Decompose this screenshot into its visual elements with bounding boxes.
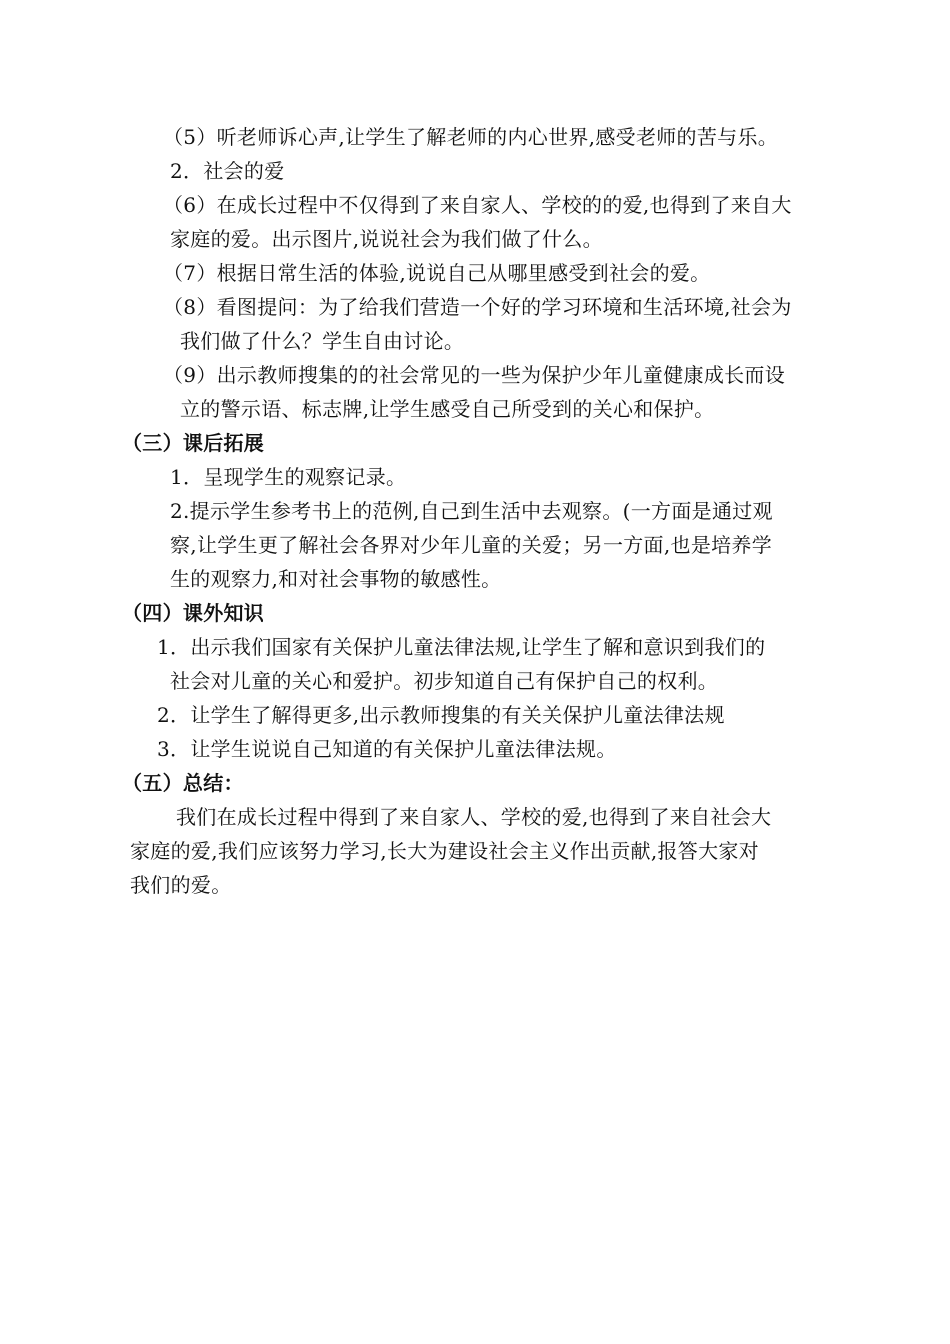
item-6-line-2: 家庭的爱。出示图片,说说社会为我们做了什么。 xyxy=(170,227,603,251)
section-3-item-1: 1．呈现学生的观察记录。 xyxy=(170,465,407,489)
section-4-item-1-line-1: 1．出示我们国家有关保护儿童法律法规,让学生了解和意识到我们的 xyxy=(157,635,766,659)
item-7: （7）根据日常生活的体验,说说自己从哪里感受到社会的爱。 xyxy=(163,261,711,285)
section-4-item-1-line-2: 社会对儿童的关心和爱护。初步知道自己有保护自己的权利。 xyxy=(170,669,719,693)
section-3-item-2-line-2: 察,让学生更了解社会各界对少年儿童的关爱；另一方面,也是培养学 xyxy=(170,533,773,557)
item-8-line-1: （8）看图提问：为了给我们营造一个好的学习环境和生活环境,社会为 xyxy=(163,295,792,319)
section-4-item-2: 2．让学生了解得更多,出示教师搜集的有关关保护儿童法律法规 xyxy=(157,703,725,727)
item-5: （5）听老师诉心声,让学生了解老师的内心世界,感受老师的苦与乐。 xyxy=(163,125,779,149)
item-8-line-2: 我们做了什么？学生自由讨论。 xyxy=(180,329,465,353)
section-heading-3: （三）课后拓展 xyxy=(122,431,265,455)
summary-line-1: 我们在成长过程中得到了来自家人、学校的爱,也得到了来自社会大 xyxy=(176,805,772,829)
section-3-item-2-line-3: 生的观察力,和对社会事物的敏感性。 xyxy=(170,567,502,591)
section-heading-5: （五）总结： xyxy=(122,771,244,795)
item-6-line-1: （6）在成长过程中不仅得到了来自家人、学校的的爱,也得到了来自大 xyxy=(163,193,792,217)
section-3-item-2-line-1: 2.提示学生参考书上的范例,自己到生活中去观察。(一方面是通过观 xyxy=(170,499,773,523)
section-heading-4: （四）课外知识 xyxy=(122,601,265,625)
item-9-line-2: 立的警示语、标志牌,让学生感受自己所受到的关心和保护。 xyxy=(180,397,715,421)
summary-line-3: 我们的爱。 xyxy=(130,873,232,897)
subheading-social-love: 2．社会的爱 xyxy=(170,159,285,183)
section-4-item-3: 3．让学生说说自己知道的有关保护儿童法律法规。 xyxy=(157,737,617,761)
summary-line-2: 家庭的爱,我们应该努力学习,长大为建设社会主义作出贡献,报答大家对 xyxy=(130,839,759,863)
item-9-line-1: （9）出示教师搜集的的社会常见的一些为保护少年儿童健康成长而设 xyxy=(163,363,786,387)
